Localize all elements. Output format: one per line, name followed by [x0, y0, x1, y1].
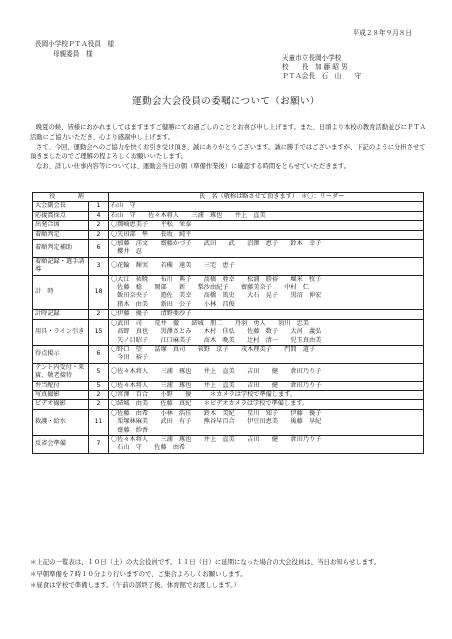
table-row	[33, 211, 424, 220]
recipient-line: 母親委員 様	[53, 50, 93, 58]
headcount-cell: 15	[89, 319, 109, 345]
table-row	[33, 390, 424, 399]
headcount-cell: 1	[89, 202, 109, 211]
table-row	[33, 310, 424, 319]
members-cell	[109, 319, 424, 345]
members-cell	[109, 381, 424, 390]
note-line: ＊早朝準備を７時１０分より行いますので、ご集合よろしくお願いします。	[30, 569, 247, 578]
role-cell: 救護・給水	[33, 409, 89, 435]
member-line: 〇伊藤 優子 清野亜沙子	[111, 310, 192, 318]
member-line: 〇結城 由美 佐藤 真紀 ＊ビデオカメラは学校で準備します。	[111, 400, 309, 408]
headcount-cell: 11	[89, 409, 109, 435]
table-row	[33, 435, 424, 453]
members-cell	[109, 211, 424, 220]
headcount-cell: 2	[89, 390, 109, 399]
member-line: 〇佐々木将人 三浦 琢也 井上 直美 吉田 健 倉田乃り子	[111, 367, 322, 375]
sender-line: 天童市立長岡小学校	[282, 54, 342, 62]
document-title: 運動会大会役員の委嘱について（お願い）	[132, 96, 320, 107]
role-cell: テント内受付・来賓、敬老接待	[33, 363, 89, 381]
member-line: 〇加藤 洋文 齋藤かづ子 武田 武 沼澤 恵子 鈴木 幸子	[111, 240, 322, 248]
header-members: 氏 名（敬称は略させて頂きます） ＊〇：リーダー	[109, 193, 424, 202]
headcount-cell: 7	[89, 435, 109, 453]
member-line: 飯田奈央子 遊佐 美幸 髙橋 篤史 大石 晃子 黒沼 伸宏	[111, 292, 322, 300]
member-line: 猪木 由美 新田 公子 小林 昌俊	[111, 300, 235, 308]
members-cell	[109, 363, 424, 381]
members-cell	[109, 275, 424, 310]
table-row	[33, 381, 424, 390]
table-row	[33, 409, 424, 435]
sender-block	[282, 54, 361, 81]
sender-line: ＰＴＡ会長 石 山 守	[282, 72, 362, 80]
role-cell: 着順判定	[33, 230, 89, 239]
headcount-cell: 6	[89, 240, 109, 258]
members-cell	[109, 345, 424, 363]
table-row	[33, 363, 424, 381]
intro-paragraph: 晩夏の候、皆様におかれましてはますますご健勝にてお過ごしのこととお喜び申し上げます。また、日頃より本校の教育活動並びにＰＴＡ活動にご協力いただき、心より感謝申し上げます。	[30, 124, 426, 141]
role-cell: 出発合図	[33, 221, 89, 230]
members-cell	[109, 221, 424, 230]
member-line: 〇佐々木将人 三浦 琢也 井上 直美 吉田 健 倉田乃り子	[111, 381, 322, 389]
role-cell: 大会副会長	[33, 202, 89, 211]
roles-table-body	[33, 202, 424, 453]
member-line: 石山 守	[111, 202, 136, 210]
headcount-cell: 3	[89, 257, 109, 275]
member-line: 齋藤 紗香	[111, 426, 149, 434]
member-line: 〇佐々木将人 三浦 琢也 井上 直美 吉田 健 倉田乃り子	[111, 435, 322, 443]
role-cell: 計時記録	[33, 310, 89, 319]
member-line: 〇佐藤 由希 小林 浩佳 鈴木 美紀 星川 知子 伊藤 優子	[111, 409, 322, 417]
member-line: 〇武田 司 荒井 徹 結城 朋二 丹羽 勇人 須川 忠美	[111, 319, 309, 327]
role-cell: 応援賞採点	[33, 211, 89, 220]
intro-paragraph: なお、詳しい仕事内容等については、運動会当日の朝（準備作業後）に確認する時間をとらせていただきます。	[36, 163, 351, 171]
headcount-cell: 5	[89, 381, 109, 390]
table-row	[33, 230, 424, 239]
headcount-cell: 5	[89, 363, 109, 381]
table-row	[33, 221, 424, 230]
role-cell: 反省会準備	[33, 435, 89, 453]
headcount-cell: 4	[89, 211, 109, 220]
role-cell: 着順記録・選手誘導	[33, 257, 89, 275]
role-cell: 着順判定補助	[33, 240, 89, 258]
table-row	[33, 257, 424, 275]
document-date: 平成２８年９月８日	[352, 29, 412, 37]
member-line: 〇野口 望 冨塚 真司 菅野 京子 茂木理美子 門間 道子	[111, 345, 316, 353]
role-cell: 用具・ライン引き	[33, 319, 89, 345]
intro-paragraph: さて、今回、運動会へのご協力を快くお引き受け頂き、誠にありがとうございます。誠に勝手ではございますが、下記のように分担させて頂きましたのでご理解の程よろしくお願いいたします。	[30, 143, 426, 161]
role-cell: ビデオ撮影	[33, 400, 89, 409]
table-row	[33, 400, 424, 409]
member-line: 〇花輪 輝実 若槻 遠美 三宅 恵子	[111, 262, 235, 270]
member-line: 〇矢田部 隼 長坂 純平	[111, 230, 192, 238]
table-row	[33, 202, 424, 211]
role-cell: 得点掲示	[33, 345, 89, 363]
intro-paragraphs	[30, 123, 426, 172]
table-row	[33, 240, 424, 258]
members-cell	[109, 310, 424, 319]
headcount-cell: 2	[89, 221, 109, 230]
header-role: 役 割	[33, 193, 109, 202]
members-cell	[109, 409, 424, 435]
members-cell	[109, 202, 424, 211]
member-line: 〇大江 祐暁 布川 典子 髙橋 亜幸 松浦 勝裕 堀米 牧子	[111, 275, 322, 283]
member-line: 櫻井 忍	[111, 248, 142, 256]
table-header-row	[33, 193, 424, 202]
members-cell	[109, 240, 424, 258]
headcount-cell: 2	[89, 310, 109, 319]
table-row	[33, 345, 424, 363]
members-cell	[109, 257, 424, 275]
members-cell	[109, 390, 424, 399]
member-line: 石山 守 佐藤 由希	[111, 444, 186, 452]
roles-table	[32, 192, 424, 454]
role-cell: 弁当配付	[33, 381, 89, 390]
table-row	[33, 275, 424, 310]
role-cell: 写真撮影	[33, 390, 89, 399]
note-line: ＊上記の一覧表は、１０日（土）の大会役員です。１１日（日）に延期になった場合の大会役員は、当日お知らせします。	[30, 558, 381, 566]
member-line: 栗塚林麻美 武田 有子 熊谷早百合 伊豆田恵美 後藤 早紀	[111, 418, 322, 426]
note-line: ＊昼食は学校で準備します。（午前の部終了後、体育館でお渡しします。）	[30, 581, 240, 590]
role-cell: 計 時	[33, 275, 89, 310]
member-line: 今田 裕子	[111, 354, 149, 362]
headcount-cell: 6	[89, 345, 109, 363]
recipient-block	[35, 39, 114, 59]
table-row	[33, 319, 424, 345]
member-line: 石山 守 佐々木将人 三浦 琢也 井上 直美	[111, 211, 266, 219]
notes-block	[30, 558, 428, 593]
member-line: 佐藤 稔 岡部 新 梨沙由紀子 齋藤美奈子 中村 仁	[111, 284, 309, 292]
members-cell	[109, 400, 424, 409]
recipient-line: 長岡小学校ＰＴＡ役員 様	[35, 40, 115, 48]
member-line: 〇岡崎恵美子 平松 栄泰	[111, 221, 192, 229]
headcount-cell: 2	[89, 230, 109, 239]
headcount-cell: 18	[89, 275, 109, 310]
member-line: 〇宮澤 百合 小野 優 ＊カメラは学校で準備します。	[111, 390, 297, 398]
headcount-cell: 2	[89, 400, 109, 409]
members-cell	[109, 435, 424, 453]
sender-line: 校 長 加 藤 昭 男	[282, 63, 348, 71]
members-cell	[109, 230, 424, 239]
member-line: 矢ノ目昭子 江口麻美子 髙木 晩美 辻村 清一 児玉真由美	[111, 336, 322, 344]
member-line: 髙野 真也 黒澤さとみ 木村 佳弘 佐藤 数子 大河 義弘	[111, 328, 322, 336]
